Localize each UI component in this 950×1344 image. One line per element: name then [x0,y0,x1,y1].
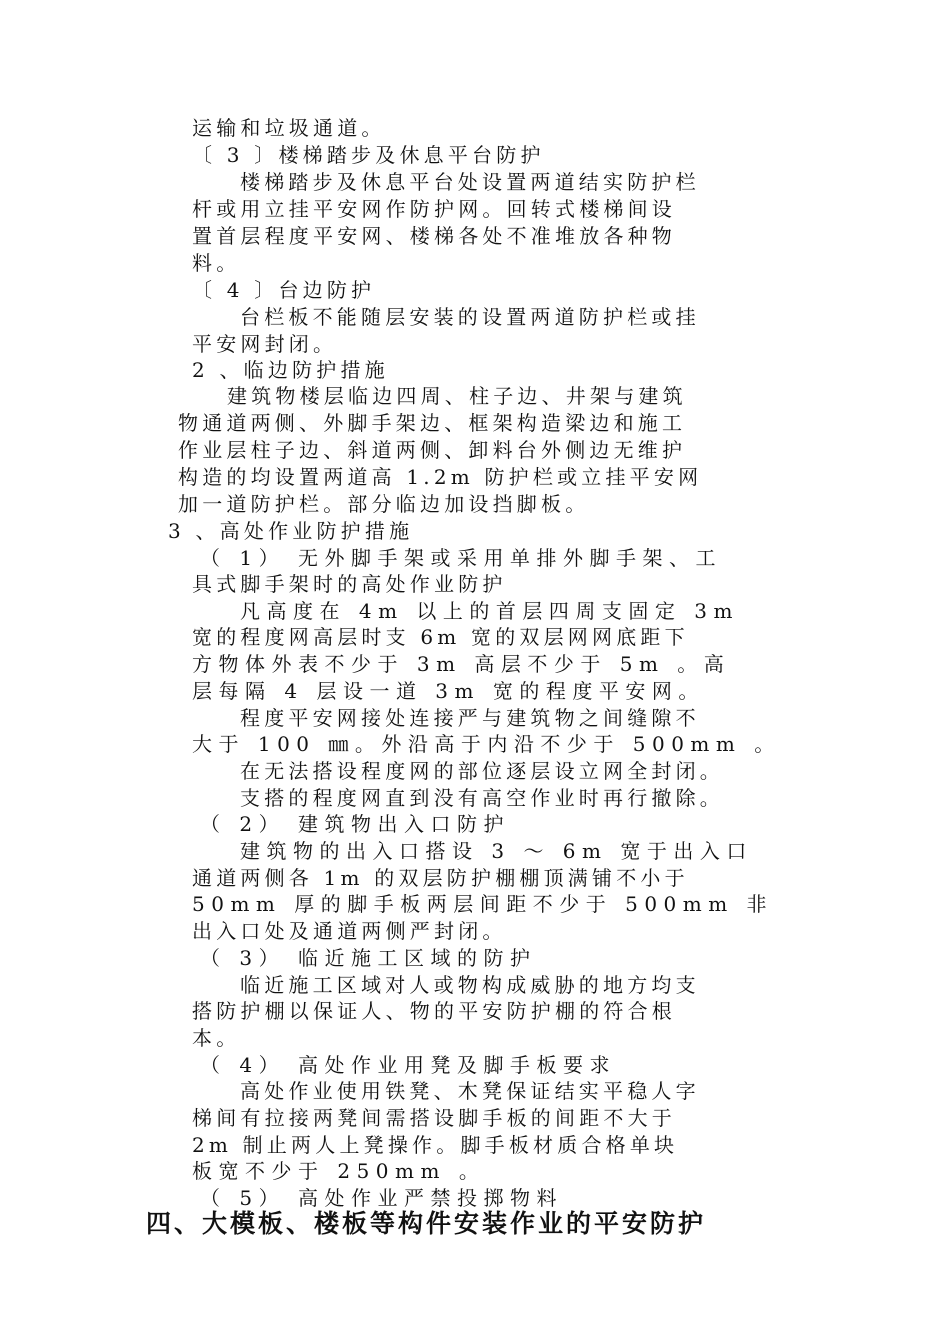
subsection-title: 2 、临边防护措施 [192,358,389,382]
text-line: 物通道两侧、外脚手架边、框架构造梁边和施工 [178,411,687,435]
subsection-title: （ 1） 无外脚手架或采用单排外脚手架、工 [200,546,722,570]
text-line: 杆或用立挂平安网作防护网。回转式楼梯间设 [192,197,676,221]
text-line: 板宽不少于 250mm 。 [192,1159,486,1183]
subsection-title: （ 5） 高处作业严禁投掷物料 [200,1186,563,1210]
text-line: 料。 [192,251,241,275]
subsection-title: （ 4） 高处作业用凳及脚手板要求 [200,1053,616,1077]
text-line: 运输和垃圾通道。 [192,116,386,140]
text-line: 临近施工区域对人或物构成威胁的地方均支 [240,973,700,997]
text-line: 构造的均设置两道高 1.2m 防护栏或立挂平安网 [178,465,703,489]
text-line: 加一道防护栏。部分临边加设挡脚板。 [178,492,590,516]
text-line: 凡高度在 4m 以上的首层四周支固定 3m [240,599,739,623]
section-heading: 四、大模板、楼板等构件安装作业的平安防护 [146,1209,707,1238]
subsection-title: 〔 4 〕台边防护 [192,278,376,302]
text-line: 50mm 厚的脚手板两层间距不少于 500mm 非 [192,892,774,916]
subsection-title: （ 3） 临近施工区域的防护 [200,946,537,970]
text-line: 高处作业使用铁凳、木凳保证结实平稳人字 [240,1079,700,1103]
text-line: 台栏板不能随层安装的设置两道防护栏或挂 [240,305,700,329]
text-line: 具式脚手架时的高处作业防护 [192,572,507,596]
text-line: 2m 制止两人上凳操作。脚手板材质合格单块 [192,1133,679,1157]
text-line: 梯间有拉接两凳间需搭设脚手板的间距不大于 [192,1106,676,1130]
text-line: 出入口处及通道两侧严封闭。 [192,919,507,943]
text-line: 楼梯踏步及休息平台处设置两道结实防护栏 [240,170,700,194]
text-line: 大于 100 ㎜。外沿高于内沿不少于 500mm 。 [192,732,781,756]
text-line: 作业层柱子边、斜道两侧、卸料台外侧边无维护 [178,438,687,462]
text-line: 程度平安网接处连接严与建筑物之间缝隙不 [240,706,700,730]
text-line: 搭防护棚以保证人、物的平安防护棚的符合根 [192,999,676,1023]
text-line: 本。 [192,1026,241,1050]
text-line: 建筑物的出入口搭设 3 ～ 6m 宽于出入口 [240,839,753,863]
text-line: 宽的程度网高层时支 6m 宽的双层网网底距下 [192,625,689,649]
text-line: 平安网封闭。 [192,332,338,356]
text-line: 在无法搭设程度网的部位逐层设立网全封闭。 [240,759,724,783]
subsection-title: （ 2） 建筑物出入口防护 [200,812,510,836]
subsection-title: 〔 3 〕楼梯踏步及休息平台防护 [192,143,545,167]
text-line: 层每隔 4 层设一道 3m 宽的程度平安网。 [192,679,705,703]
text-line: 建筑物楼层临边四周、柱子边、井架与建筑 [227,384,687,408]
text-line: 置首层程度平安网、楼梯各处不准堆放各种物 [192,224,676,248]
text-line: 通道两侧各 1m 的双层防护棚棚顶满铺不小于 [192,866,689,890]
text-line: 方物体外表不少于 3m 高层不少于 5m 。高 [192,652,731,676]
subsection-title: 3 、高处作业防护措施 [168,519,414,543]
text-line: 支搭的程度网直到没有高空作业时再行撤除。 [240,786,724,810]
